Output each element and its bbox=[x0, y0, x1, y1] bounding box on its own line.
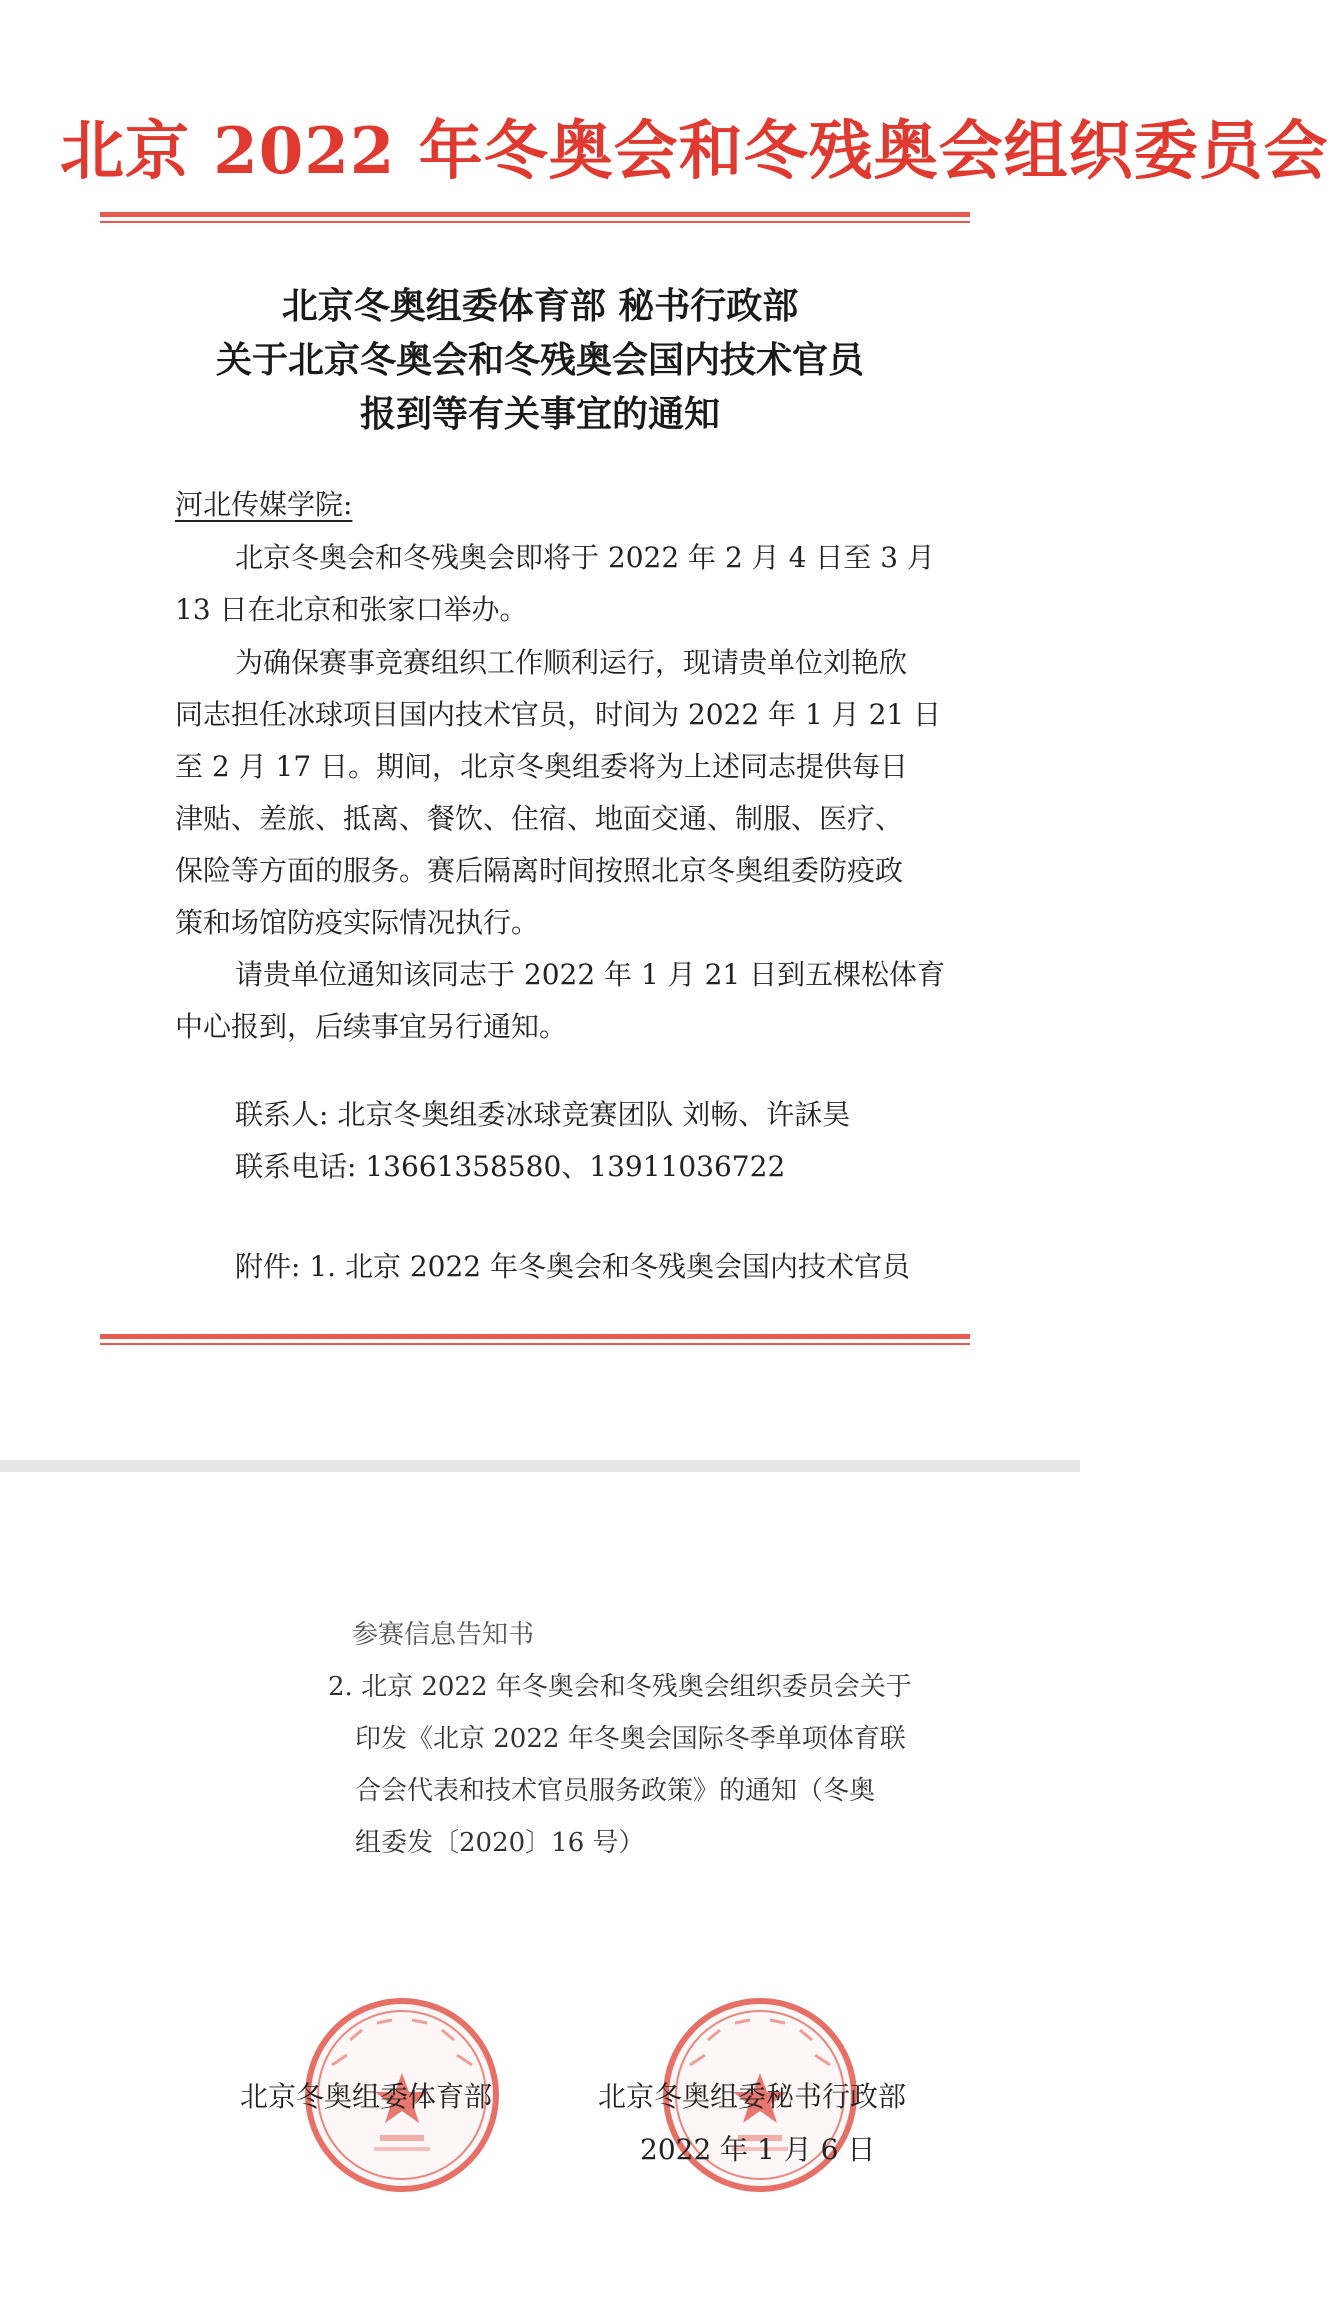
attachment-continuation: 参赛信息告知书 bbox=[352, 1620, 535, 1650]
notice-title-line-1: 北京冬奥组委体育部 秘书行政部 bbox=[281, 285, 799, 327]
notice-title-line-3: 报到等有关事宜的通知 bbox=[359, 393, 720, 435]
org-masthead: 北京 2022 年冬奥会和冬残奥会组织委员会 bbox=[60, 114, 1329, 189]
attachment-item-2-line: 合会代表和技术官员服务政策》的通知（冬奥 bbox=[355, 1776, 876, 1806]
page-separator bbox=[0, 1460, 1080, 1472]
paragraph-2-line: 保险等方面的服务。赛后隔离时间按照北京冬奥组委防疫政 bbox=[175, 854, 904, 887]
signature-department-1: 北京冬奥组委体育部 bbox=[240, 2080, 493, 2113]
contact-phone: 联系电话: 13661358580、13911036722 bbox=[235, 1150, 786, 1183]
paragraph-3-line: 中心报到，后续事宜另行通知。 bbox=[175, 1010, 568, 1043]
paragraph-1-line: 13 日在北京和张家口举办。 bbox=[175, 593, 528, 626]
paragraph-3-line: 请贵单位通知该同志于 2022 年 1 月 21 日到五棵松体育 bbox=[235, 958, 946, 991]
paragraph-2-line: 津贴、差旅、抵离、餐饮、住宿、地面交通、制服、医疗、 bbox=[175, 802, 904, 835]
footer-divider bbox=[100, 1334, 970, 1339]
paragraph-2-line: 至 2 月 17 日。期间，北京冬奥组委将为上述同志提供每日 bbox=[175, 750, 909, 783]
document-page-2 bbox=[0, 1472, 1080, 2301]
attachment-item-2-line: 2. 北京 2022 年冬奥会和冬残奥会组织委员会关于 bbox=[328, 1672, 912, 1702]
paragraph-2-line: 策和场馆防疫实际情况执行。 bbox=[175, 906, 540, 939]
attachment-line: 附件: 1. 北京 2022 年冬奥会和冬残奥会国内技术官员 bbox=[235, 1250, 911, 1283]
paragraph-2-line: 为确保赛事竞赛组织工作顺利运行，现请贵单位刘艳欣 bbox=[235, 646, 908, 679]
paragraph-1-line: 北京冬奥会和冬残奥会即将于 2022 年 2 月 4 日至 3 月 bbox=[235, 541, 935, 574]
issue-date: 2022 年 1 月 6 日 bbox=[640, 2133, 876, 2166]
paragraph-2-line: 同志担任冰球项目国内技术官员，时间为 2022 年 1 月 21 日 bbox=[175, 698, 942, 731]
footer-divider-thin bbox=[100, 1343, 970, 1345]
signature-department-2: 北京冬奥组委秘书行政部 bbox=[598, 2080, 907, 2113]
attachment-item-2-line: 印发《北京 2022 年冬奥会国际冬季单项体育联 bbox=[355, 1724, 906, 1754]
masthead-divider-thin bbox=[100, 221, 970, 223]
attachment-item-2-line: 组委发〔2020〕16 号） bbox=[355, 1828, 645, 1858]
notice-title-line-2: 关于北京冬奥会和冬残奥会国内技术官员 bbox=[215, 339, 864, 381]
masthead-divider bbox=[100, 212, 970, 217]
contact-person: 联系人: 北京冬奥组委冰球竞赛团队 刘畅、许訸昊 bbox=[235, 1098, 851, 1131]
recipient: 河北传媒学院: bbox=[175, 488, 353, 521]
